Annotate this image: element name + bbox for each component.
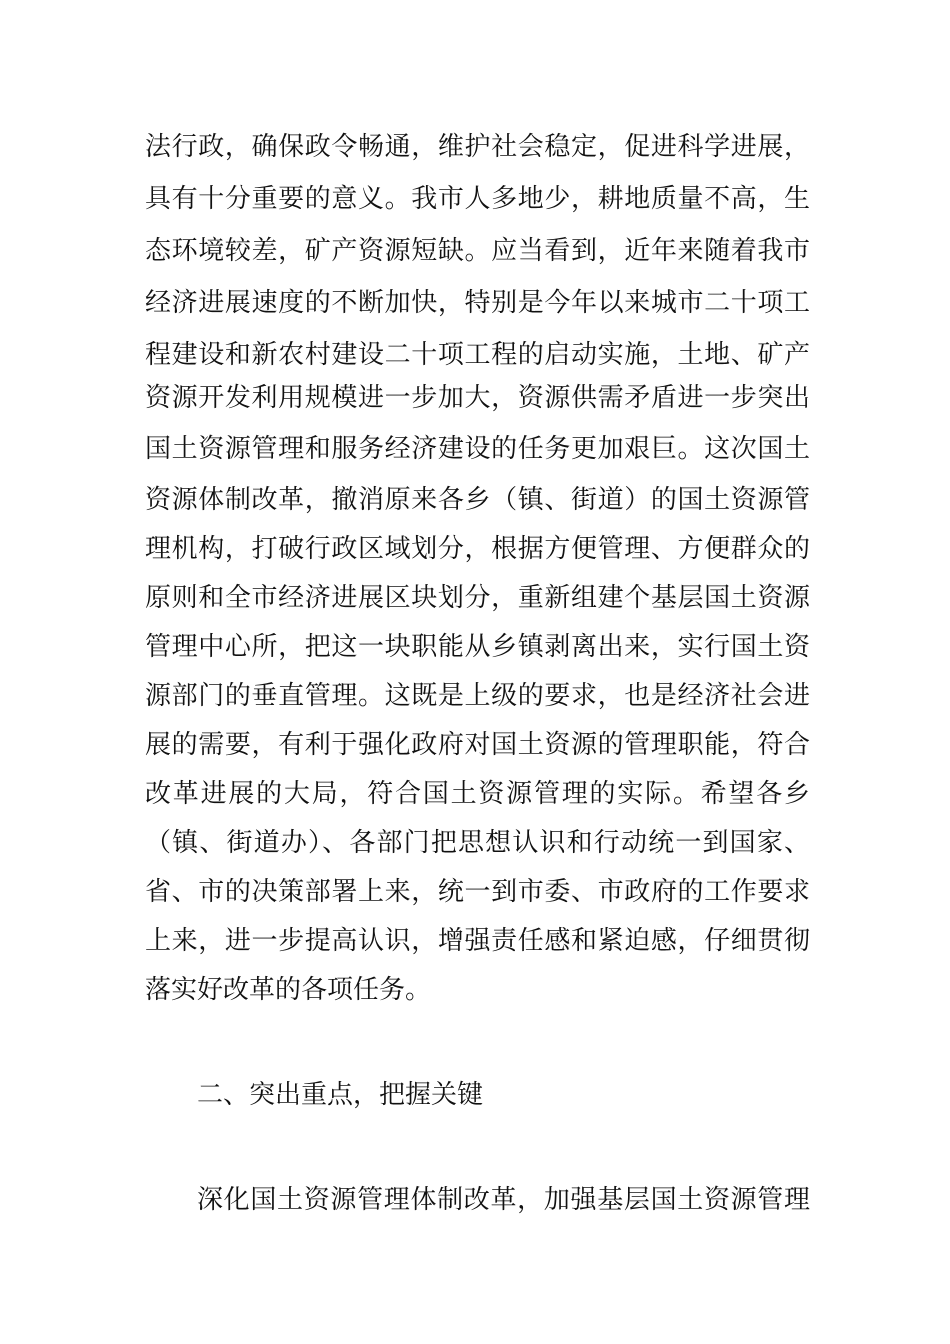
text-line: 法行政，确保政令畅通，维护社会稳定，促进科学进展， [145,132,810,162]
text-line: 深化国土资源管理体制改革，加强基层国土资源管理 [197,1185,810,1215]
text-line: 省、市的决策部署上来，统一到市委、市政府的工作要求 [145,877,810,907]
text-line: 源部门的垂直管理。这既是上级的要求，也是经济社会进 [145,681,810,711]
text-line: 国土资源管理和服务经济建设的任务更加艰巨。这次国土 [145,434,810,464]
text-line: 落实好改革的各项任务。 [145,975,432,1005]
text-line: 态环境较差，矿产资源短缺。应当看到，近年来随着我市 [145,236,810,266]
text-line: 展的需要，有利于强化政府对国土资源的管理职能，符合 [145,730,810,760]
text-line: 管理中心所，把这一块职能从乡镇剥离出来，实行国土资 [145,632,810,662]
text-line: 原则和全市经济进展区块划分，重新组建个基层国土资源 [145,583,810,613]
text-line: 经济进展速度的不断加快，特别是今年以来城市二十项工 [145,288,810,318]
text-line: 上来，进一步提高认识，增强责任感和紧迫感，仔细贯彻 [145,926,810,956]
text-line: 资源体制改革，撤消原来各乡（镇、街道）的国土资源管 [145,485,810,515]
text-line: 具有十分重要的意义。我市人多地少，耕地质量不高，生 [145,184,810,214]
text-line: 程建设和新农村建设二十项工程的启动实施，土地、矿产 [145,340,810,370]
text-line: （镇、街道办）、各部门把思想认识和行动统一到国家、 [145,828,810,858]
text-line: 资源开发利用规模进一步加大，资源供需矛盾进一步突出 [145,383,810,413]
section-heading: 二、突出重点，把握关键 [197,1080,484,1110]
text-line: 理机构，打破行政区域划分，根据方便管理、方便群众的 [145,534,810,564]
text-line: 改革进展的大局，符合国土资源管理的实际。希望各乡 [145,779,810,809]
